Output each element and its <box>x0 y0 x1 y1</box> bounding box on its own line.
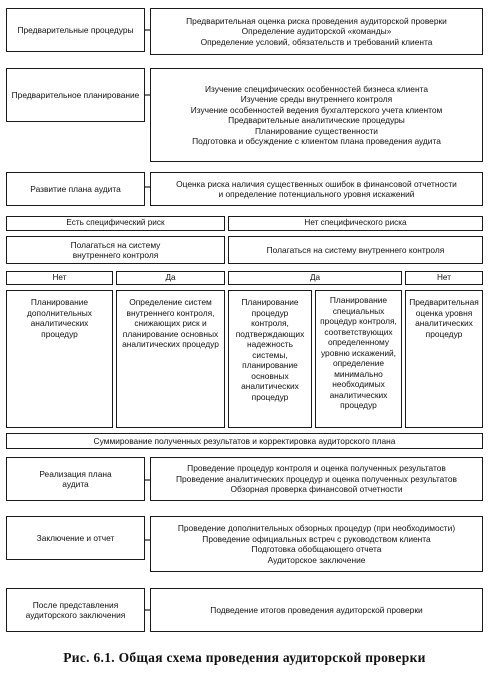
procedure-text: Предварительная оценка уровня аналитических процедур <box>409 297 479 339</box>
stage-details-plan-implementation <box>150 457 483 501</box>
answer-text: Нет <box>52 272 67 282</box>
stage-label-text: Предварительные процедуры <box>17 24 134 35</box>
procedure-box-5 <box>405 290 483 428</box>
stage-label-text: Заключение и отчет <box>36 532 115 543</box>
procedure-box-1 <box>6 290 113 428</box>
stage-details-conclusion-report <box>150 516 483 572</box>
no-specific-risk-text: Нет специфического риска <box>304 218 407 228</box>
specific-risk-text: Есть специфический риск <box>66 218 165 228</box>
detail-line: Определение аудиторской «команды» <box>241 26 392 37</box>
detail-line: Подготовка обобщающего отчета <box>251 544 382 554</box>
stage-label-plan-implementation <box>6 457 145 501</box>
stage-label-conclusion-report <box>6 516 145 560</box>
procedure-text: Определение систем внутреннего контроля, снижающих риск и планирование основных аналитических процедур <box>122 297 219 349</box>
figure-caption: Рис. 6.1. Общая схема проведения аудиторской проверки <box>63 650 426 665</box>
stage-label-text: Реализация плана аудита <box>39 468 112 489</box>
answer-yes-right <box>228 271 402 285</box>
rely-internal-control-right <box>228 236 483 264</box>
detail-line: Подготовка и обсуждение с клиентом плана проведения аудита <box>192 136 441 146</box>
answer-text: Да <box>309 272 321 282</box>
rely-right-text: Полагаться на систему внутреннего контроля <box>266 244 445 255</box>
rely-internal-control-left <box>6 236 225 264</box>
answer-text: Да <box>165 272 176 282</box>
answer-no-left <box>6 271 113 285</box>
detail-line: Изучение особенностей ведения бухгалтерского учета клиентом <box>190 104 443 115</box>
procedure-text: Планирование процедур контроля, подтверждающих надежность системы, планирование основных аналитических процедур <box>235 297 305 402</box>
detail-line: Проведение аналитических процедур и оценка полученных результатов <box>176 473 457 484</box>
procedure-box-4 <box>315 290 402 428</box>
stage-label-text: Развитие плана аудита <box>30 183 121 194</box>
no-specific-risk-box <box>228 216 483 231</box>
detail-line: Подведение итогов проведения аудиторской проверки <box>210 604 423 615</box>
detail-line: Проведение процедур контроля и оценка полученных результатов <box>187 463 446 474</box>
answer-text: Нет <box>437 272 451 282</box>
procedure-text: Планирование дополнительных аналитических процедур <box>27 297 92 339</box>
stage-details-after-report <box>150 588 483 632</box>
summary-box <box>6 433 483 449</box>
stage-label-preliminary-procedures <box>6 8 145 52</box>
answer-no-right <box>405 271 483 285</box>
stage-label-text: После представления аудиторского заключения <box>25 599 126 620</box>
detail-line: Предварительные аналитические процедуры <box>228 115 405 125</box>
detail-line: Предварительная оценка риска проведения аудиторской проверки <box>186 15 447 26</box>
summary-text: Суммирование полученных результатов и корректировка аудиторского плана <box>93 435 396 446</box>
stage-details-audit-plan-development <box>150 172 483 206</box>
procedure-text: Планирование специальных процедур контроля, соответствующих определенному уровню искажений, определение минимально необходимых аналитических процедур <box>320 295 397 410</box>
stage-details-preliminary-planning <box>150 68 483 162</box>
stage-label-audit-plan-development <box>6 172 145 206</box>
stage-details-preliminary-procedures <box>150 8 483 55</box>
detail-line: Изучение специфических особенностей бизнеса клиента <box>205 83 428 94</box>
detail-line: Оценка риска наличия существенных ошибок в финансовой отчетности <box>176 178 457 189</box>
detail-line: Проведение официальных встреч с руководством клиента <box>202 533 431 544</box>
specific-risk-box <box>6 216 225 231</box>
detail-line: Аудиторское заключение <box>267 554 366 565</box>
detail-line: Изучение среды внутреннего контроля <box>240 94 393 104</box>
stage-label-preliminary-planning <box>6 68 145 122</box>
stage-label-text: Предварительное планирование <box>11 89 140 100</box>
stage-label-after-report <box>6 588 145 632</box>
procedure-box-3 <box>228 290 312 428</box>
rely-left-text: Полагаться на систему внутреннего контроля <box>70 239 161 260</box>
detail-line: Определение условий, обязательств и требований клиента <box>200 36 433 47</box>
answer-yes-left <box>116 271 225 285</box>
detail-line: и определение потенциального уровня искажений <box>218 189 415 199</box>
detail-line: Планирование существенности <box>255 125 378 136</box>
procedure-box-2 <box>116 290 225 428</box>
detail-line: Обзорная проверка финансовой отчетности <box>230 484 403 495</box>
detail-line: Проведение дополнительных обзорных процедур (при необходимости) <box>177 523 456 533</box>
